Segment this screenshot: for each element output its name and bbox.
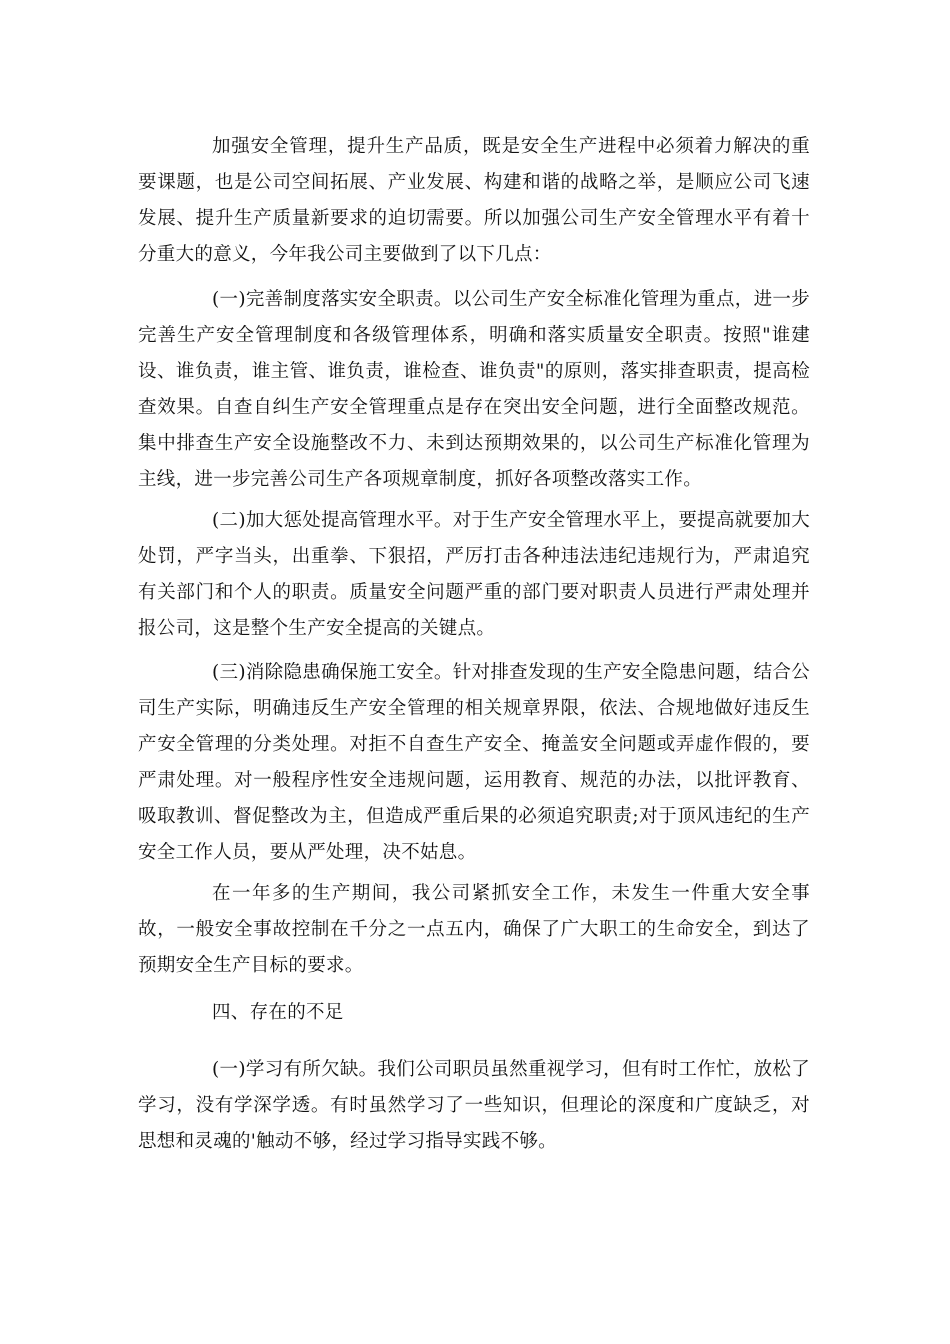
paragraph-item-3-hazards: (三)消除隐患确保施工安全。针对排查发现的生产安全隐患问题，结合公司生产实际，明确违反生产安全管理的相关规章界限，依法、合规地做好违反生产安全管理的分类处理。对拒不自查生产安全、掩盖安全问题或弄虚作假的，要严肃处理。对一般程序性安全违规问题，运用教育、规范的办法，以批评教育、吸取教训、督促整改为主，但造成严重后果的必须追究职责;对于顶风违纪的生产安全工作人员，要从严处理，决不姑息。 [138, 662, 810, 863]
paragraph-results: 在一年多的生产期间，我公司紧抓安全工作，未发生一件重大安全事故，一般安全事故控制在千分之一点五内，确保了广大职工的生命安全，到达了预期安全生产目标的要求。 [138, 883, 810, 976]
paragraph-item-1-responsibility: (一)完善制度落实安全职责。以公司生产安全标准化管理为重点，进一步完善生产安全管理制度和各级管理体系，明确和落实质量安全职责。按照"谁建设、谁负责，谁主管、谁负责，谁检查、谁负责"的原则，落实排查职责，提高检查效果。自查自纠生产安全管理重点是存在突出安全问题，进行全面整改规范。集中排查生产安全设施整改不力、未到达预期效果的，以公司生产标准化管理为主线，进一步完善公司生产各项规章制度，抓好各项整改落实工作。 [138, 289, 810, 490]
section-heading-shortcomings: 四、存在的不足 [212, 1002, 344, 1023]
paragraph-shortcoming-1-study: (一)学习有所欠缺。我们公司职员虽然重视学习，但有时工作忙，放松了学习，没有学深学透。有时虽然学习了一些知识，但理论的深度和广度缺乏，对思想和灵魂的'触动不够，经过学习指导实践不够。 [138, 1059, 810, 1152]
paragraph-intro: 加强安全管理，提升生产品质，既是安全生产进程中必须着力解决的重要课题，也是公司空间拓展、产业发展、构建和谐的战略之举，是顺应公司飞速发展、提升生产质量新要求的迫切需要。所以加强公司生产安全管理水平有着十分重大的意义，今年我公司主要做到了以下几点： [138, 136, 810, 265]
paragraph-item-2-penalty: (二)加大惩处提高管理水平。对于生产安全管理水平上，要提高就要加大处罚，严字当头，出重拳、下狠招，严厉打击各种违法违纪违规行为，严肃追究有关部门和个人的职责。质量安全问题严重的部门要对职责人员进行严肃处理并报公司，这是整个生产安全提高的关键点。 [138, 510, 810, 639]
